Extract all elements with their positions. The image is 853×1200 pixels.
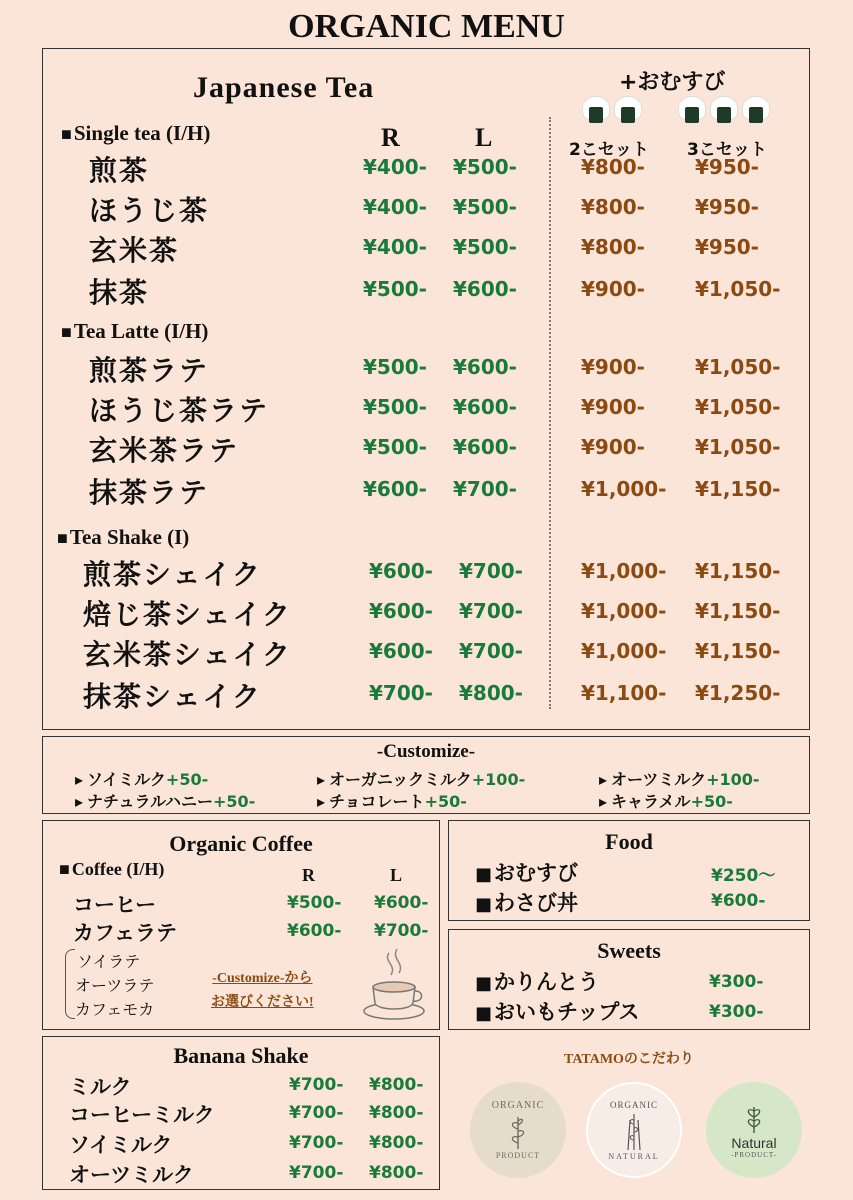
coffee-note-line: -Customize-から [212,971,313,986]
tea-set3-price: ¥1,050- [695,395,781,419]
food-item-name: ■ わさび丼 [475,887,578,917]
tea-set3-price: ¥1,050- [695,277,781,301]
banana-item-price-r: ¥700- [289,1103,344,1123]
tea-item-name: 抹茶シェイク [83,680,262,713]
tea-item-name: 煎茶ラテ [89,354,210,387]
tea-set3-price: ¥950- [695,195,759,219]
onigiri-heading: +おむすび [619,70,726,95]
tea-item-price-l: ¥700- [459,639,523,663]
tea-set2-price: ¥1,100- [581,681,667,705]
tea-item-price-l: ¥500- [453,195,517,219]
customize-option: ▸ ナチュラルハニー+50- [75,789,255,812]
tea-item-price-l: ¥500- [453,155,517,179]
tea-set3-price: ¥1,150- [695,599,781,623]
tea-item-name: ほうじ茶 [89,194,210,227]
tea-set2-price: ¥900- [581,435,645,459]
tea-item-price-l: ¥600- [453,435,517,459]
badge-text: Natural [731,1135,777,1151]
col-set3-header: 3こセット [687,140,767,160]
food-heading: Food [605,829,653,854]
tea-set2-price: ¥800- [581,235,645,259]
customize-option: ▸ オーツミルク+100- [599,767,760,790]
tea-item-price-r: ¥700- [369,681,433,705]
tea-set2-price: ¥1,000- [581,599,667,623]
tea-item-price-r: ¥400- [363,195,427,219]
tea-item-name: 煎茶シェイク [83,558,262,591]
tea-item-price-r: ¥400- [363,235,427,259]
onigiri-icons-3 [679,97,775,129]
sweets-item-price: ¥300- [709,972,764,992]
sweets-heading: Sweets [597,938,661,963]
tea-set3-price: ¥1,250- [695,681,781,705]
coffee-variant: ソイラテ [77,952,141,971]
onigiri-icon [679,97,705,125]
tea-item-price-l: ¥600- [453,395,517,419]
page-title: ORGANIC MENU [288,8,565,45]
tea-item-price-r: ¥500- [363,277,427,301]
tea-item-price-l: ¥700- [459,559,523,583]
food-item-price: ¥250〜 [711,866,776,886]
food-item-price: ¥600- [711,891,766,911]
tea-set2-price: ¥1,000- [581,639,667,663]
sweets-panel [448,929,810,1030]
natural-product-badge [706,1082,802,1178]
onigiri-icons-2 [583,97,647,129]
tea-set2-price: ¥800- [581,155,645,179]
customize-heading: -Customize- [376,741,476,762]
tea-item-price-r: ¥600- [369,559,433,583]
tea-set2-price: ¥1,000- [581,559,667,583]
tea-item-price-r: ¥500- [363,395,427,419]
tea-set3-price: ¥1,150- [695,639,781,663]
coffee-col-r: R [302,865,315,885]
tea-item-name: 玄米茶 [89,234,180,267]
tea-section-label-text: Tea Latte (I/H) [73,319,209,343]
coffee-item-price-l: ¥700- [374,921,429,941]
food-item-name: ■ おむすび [475,857,578,887]
tea-set3-price: ¥1,050- [695,435,781,459]
badge-text: ORGANIC [491,1100,545,1111]
tea-set2-price: ¥900- [581,395,645,419]
tea-item-price-l: ¥700- [453,477,517,501]
kodawari-heading: TATAMOのこだわり [564,1052,694,1067]
badge-text: -PRODUCT- [731,1151,777,1159]
banana-item-price-l: ¥800- [369,1075,424,1095]
tea-item-name: 焙じ茶シェイク [83,598,292,631]
variant-bracket [65,949,75,1019]
tea-set2-price: ¥1,000- [581,477,667,501]
food-panel [448,820,810,921]
tea-section-label-text: Tea Shake (I) [69,525,190,549]
tea-item-price-l: ¥500- [453,235,517,259]
tea-item-price-r: ¥600- [369,639,433,663]
tea-set3-price: ¥1,150- [695,477,781,501]
coffee-section-label: ■ Coffee (I/H) [59,859,164,880]
tea-set3-price: ¥1,050- [695,355,781,379]
tea-set3-price: ¥950- [695,155,759,179]
tea-set3-price: ¥950- [695,235,759,259]
banana-panel [42,1036,440,1190]
tea-item-name: 玄米茶ラテ [89,434,240,467]
tea-item-price-l: ¥800- [459,681,523,705]
tea-item-price-r: ¥600- [369,599,433,623]
coffee-col-l: L [390,865,403,885]
banana-item-price-r: ¥700- [289,1133,344,1153]
herb-icon [617,1110,651,1152]
coffee-item-name: カフェラテ [73,921,177,945]
coffee-item-price-l: ¥600- [374,893,429,913]
tea-heading: Japanese Tea [193,71,375,104]
tea-set2-price: ¥900- [581,277,645,301]
onigiri-icon [743,97,769,125]
coffee-cup-icon [361,945,427,1025]
organic-product-badge [470,1082,566,1178]
banana-item-name: ソイミルク [69,1133,173,1157]
coffee-variant: オーツラテ [75,976,155,995]
column-divider [549,117,551,709]
coffee-heading: Organic Coffee [169,831,313,856]
coffee-variant: カフェモカ [75,1000,155,1019]
tea-set2-price: ¥800- [581,195,645,219]
sweets-item-name: ■ おいもチップス [475,996,640,1026]
leaf-icon [503,1111,533,1151]
onigiri-icon [583,97,609,125]
tea-item-price-r: ¥500- [363,435,427,459]
tea-item-price-r: ¥400- [363,155,427,179]
customize-option: ▸ ソイミルク+50- [75,767,208,790]
coffee-note [211,967,314,1015]
tea-item-price-l: ¥700- [459,599,523,623]
banana-item-name: ミルク [69,1075,132,1099]
tea-item-name: ほうじ茶ラテ [89,394,270,427]
banana-heading: Banana Shake [173,1043,309,1068]
tea-item-name: 抹茶 [89,276,150,309]
coffee-panel [42,820,440,1030]
col-set2-header: 2こセット [569,140,649,160]
sprout-icon [739,1101,769,1135]
sweets-item-name: ■ かりんとう [475,966,599,996]
banana-item-price-r: ¥700- [289,1075,344,1095]
banana-item-price-r: ¥700- [289,1163,344,1183]
tea-item-name: 玄米茶シェイク [83,638,292,671]
banana-item-name: コーヒーミルク [69,1103,215,1127]
banana-item-price-l: ¥800- [369,1133,424,1153]
banana-item-name: オーツミルク [69,1163,194,1187]
tea-item-price-r: ¥500- [363,355,427,379]
tea-item-price-l: ¥600- [453,277,517,301]
tea-item-name: 煎茶 [89,154,150,187]
badge-text: ORGANIC [609,1099,658,1110]
customize-panel [42,736,810,814]
banana-item-price-l: ¥800- [369,1163,424,1183]
onigiri-icon [711,97,737,125]
customize-option: ▸ チョコレート+50- [317,789,467,812]
tea-set3-price: ¥1,150- [695,559,781,583]
coffee-item-price-r: ¥500- [287,893,342,913]
tea-item-price-r: ¥600- [363,477,427,501]
organic-natural-badge [586,1082,682,1178]
badge-text: PRODUCT [495,1151,541,1160]
banana-item-price-l: ¥800- [369,1103,424,1123]
tea-section-label-text: Single tea (I/H) [73,121,211,145]
coffee-item-price-r: ¥600- [287,921,342,941]
sweets-item-price: ¥300- [709,1002,764,1022]
onigiri-icon [615,97,641,125]
customize-option: ▸ オーガニックミルク+100- [317,767,525,790]
customize-option: ▸ キャラメル+50- [599,789,733,812]
tea-section-label [61,319,208,344]
tea-item-name: 抹茶ラテ [89,476,210,509]
tea-set2-price: ¥900- [581,355,645,379]
coffee-note-line: お選びください! [211,995,314,1010]
tea-item-price-l: ¥600- [453,355,517,379]
col-l-header: L [475,123,493,152]
col-r-header: R [381,123,400,152]
tea-panel [42,48,810,730]
tea-section-label [57,525,189,550]
badge-text: NATURAL [608,1151,660,1161]
coffee-item-name: コーヒー [73,893,157,917]
tea-section-label [61,121,210,146]
